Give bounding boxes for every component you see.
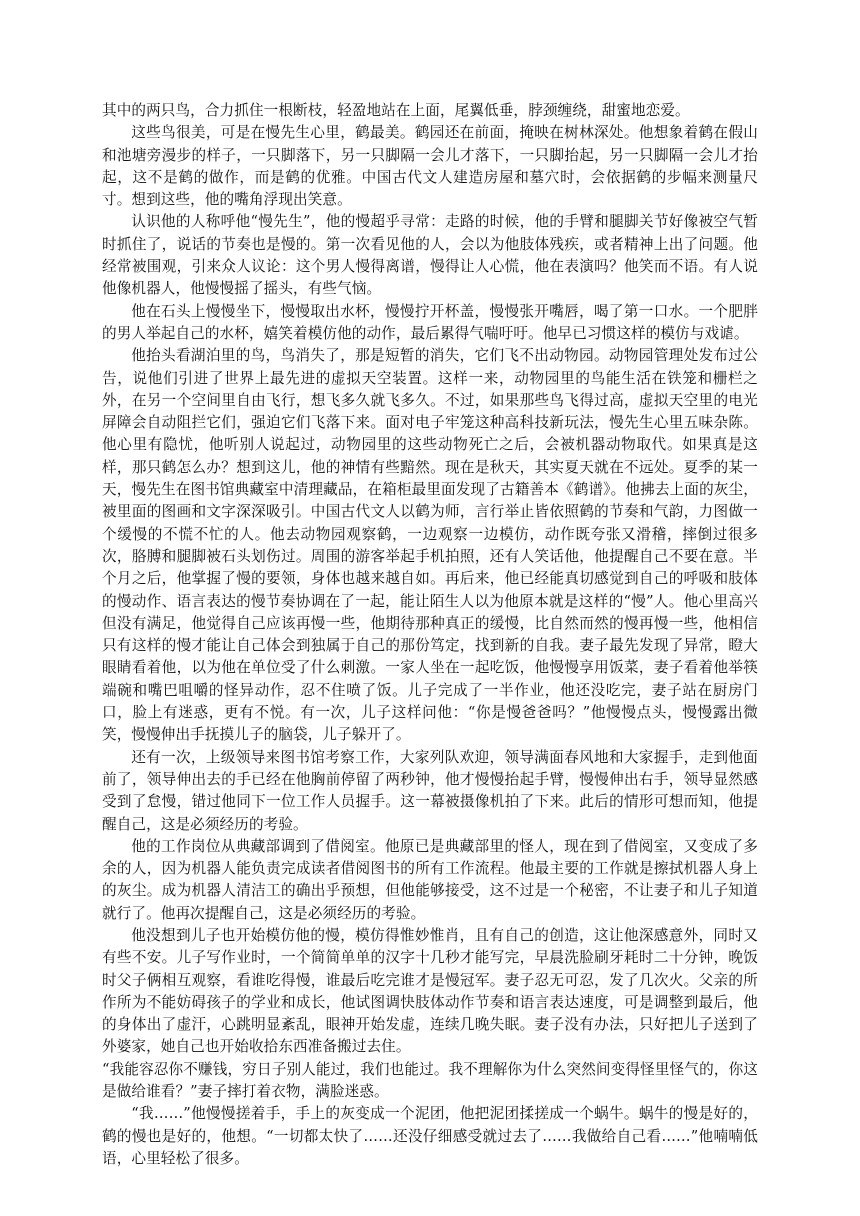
document-page	[102, 100, 758, 1170]
paragraph-5: 他抬头看湖泊里的鸟，鸟消失了，那是短暂的消失，它们飞不出动物园。动物园管理处发布过公告，说他们引进了世界上最先进的虚拟天空装置。这样一来，动物园里的鸟能生活在铁笼和栅栏之外，在另一个空间里自由飞行，想飞多久就飞多久。不过，如果那些鸟飞得过高，虚拟天空里的电光屏障会自动阻拦它们，强迫它们飞落下来。面对电子牢笼这种高科技新玩法，慢先生心里五味杂陈。他心里有隐忧，他听别人说起过，动物园里的这些动物死亡之后，会被机器动物取代。如果真是这样，那只鹤怎么办？想到这儿，他的神情有些黯然。现在是秋天，其实夏天就在不远处。夏季的某一天，慢先生在图书馆典藏室中清理藏品，在箱柜最里面发现了古籍善本《鹤谱》。他拂去上面的灰尘，被里面的图画和文字深深吸引。中国古代文人以鹤为师，言行举止皆依照鹤的节奏和气韵，力图做一个缓慢的不慌不忙的人。他去动物园观察鹤，一边观察一边模仿，动作既夸张又滑稽，摔倒过很多次，胳膊和腿脚被石头划伤过。周围的游客举起手机拍照，还有人笑话他，他提醒自己不要在意。半个月之后，他掌握了慢的要领，身体也越来越自如。再后来，他已经能真切感觉到自己的呼吸和肢体的慢动作、语言表达的慢节奏协调在了一起，能让陌生人以为他原本就是这样的“慢”人。他心里高兴但没有满足，他觉得自己应该再慢一些，他期待那种真正的缓慢，比自然而然的慢再慢一些，他相信只有这样的慢才能让自己体会到独属于自己的那份笃定，找到新的自我。妻子最先发现了异常，瞪大眼睛看着他，以为他在单位受了什么刺激。一家人坐在一起吃饭，他慢慢享用饭菜，妻子看着他举筷端碗和嘴巴咀嚼的怪异动作，忍不住喷了饭。儿子完成了一半作业，他还没吃完，妻子站在厨房门口，脸上有迷惑，更有不悦。有一次，儿子这样问他：“你是慢爸爸吗？”他慢慢点头，慢慢露出微笑，慢慢伸出手抚摸儿子的脑袋，儿子躲开了。	[102, 347, 758, 744]
paragraph-7: 他的工作岗位从典藏部调到了借阅室。他原已是典藏部里的怪人，现在到了借阅室，又变成了多余的人，因为机器人能负责完成读者借阅图书的所有工作流程。他最主要的工作就是擦拭机器人身上的灰尘。成为机器人清洁工的确出乎预想，但他能够接受，这不过是一个秘密，不让妻子和儿子知道就行了。他再次提醒自己，这是必须经历的考验。	[102, 837, 758, 922]
paragraph-10: “我……”他慢慢搓着手，手上的灰变成一个泥团，他把泥团揉搓成一个蜗牛。蜗牛的慢是好的，鹤的慢也是好的，他想。“一切都太快了……还没仔细感受就过去了……我做给自己看……”他喃喃低语，心里轻松了很多。	[102, 1105, 758, 1167]
paragraph-6: 还有一次，上级领导来图书馆考察工作，大家列队欢迎，领导满面春风地和大家握手，走到他面前了，领导伸出去的手已经在他胸前停留了两秒钟，他才慢慢抬起手臂，慢慢伸出右手，领导显然感受到了怠慢，错过他同下一位工作人员握手。这一幕被摄像机拍了下来。此后的情形可想而知，他提醒自己，这是必须经历的考验。	[102, 748, 758, 833]
paragraph-1: 其中的两只鸟，合力抓住一根断枝，轻盈地站在上面，尾翼低垂，脖颈缠绕，甜蜜地恋爱。	[102, 102, 690, 119]
paragraph-9: “我能容忍你不赚钱，穷日子别人能过，我们也能过。我不理解你为什么突然间变得怪里怪气的，你这是做给谁看？”妻子摔打着衣物，满脸迷惑。	[102, 1060, 758, 1101]
paragraph-2: 这些鸟很美，可是在慢先生心里，鹤最美。鹤园还在前面，掩映在树林深处。他想象着鹤在假山和池塘旁漫步的样子，一只脚落下，另一只脚隔一会儿才落下，一只脚抬起，另一只脚隔一会儿才抬起，这不是鹤的做作，而是鹤的优雅。中国古代文人建造房屋和墓穴时，会依据鹤的步幅来测量尺寸。想到这些，他的嘴角浮现出笑意。	[102, 124, 758, 209]
paragraph-3: 认识他的人称呼他“慢先生”，他的慢超乎寻常：走路的时候，他的手臂和腿脚关节好像被空气暂时抓住了，说话的节奏也是慢的。第一次看见他的人，会以为他肢体残疾，或者精神上出了问题。他经常被围观，引来众人议论：这个男人慢得离谱，慢得让人心慌，他在表演吗？他笑而不语。有人说他像机器人，他慢慢摇了摇头，有些气恼。	[102, 213, 758, 298]
paragraph-8: 他没想到儿子也开始模仿他的慢，模仿得惟妙惟肖，且有自己的创造，这让他深感意外，同时又有些不安。儿子写作业时，一个简简单单的汉字十几秒才能写完，早晨洗脸刷牙耗时二十分钟，晚饭时父子俩相互观察，看谁吃得慢，谁最后吃完谁才是慢冠军。妻子忍无可忍，发了几次火。父亲的所作所为不能妨碍孩子的学业和成长，他试图调快肢体动作节奏和语言表达速度，可是调整到最后，他的身体出了虚汗，心跳明显紊乱，眼神开始发虚，连续几晚失眠。妻子没有办法，只好把儿子送到了外婆家，她自己也开始收拾东西准备搬过去住。	[102, 926, 758, 1056]
paragraph-4: 他在石头上慢慢坐下，慢慢取出水杯，慢慢拧开杯盖，慢慢张开嘴唇，喝了第一口水。一个肥胖的男人举起自己的水杯，嬉笑着模仿他的动作，最后累得气喘吁吁。他早已习惯这样的模仿与戏谑。	[102, 302, 758, 342]
